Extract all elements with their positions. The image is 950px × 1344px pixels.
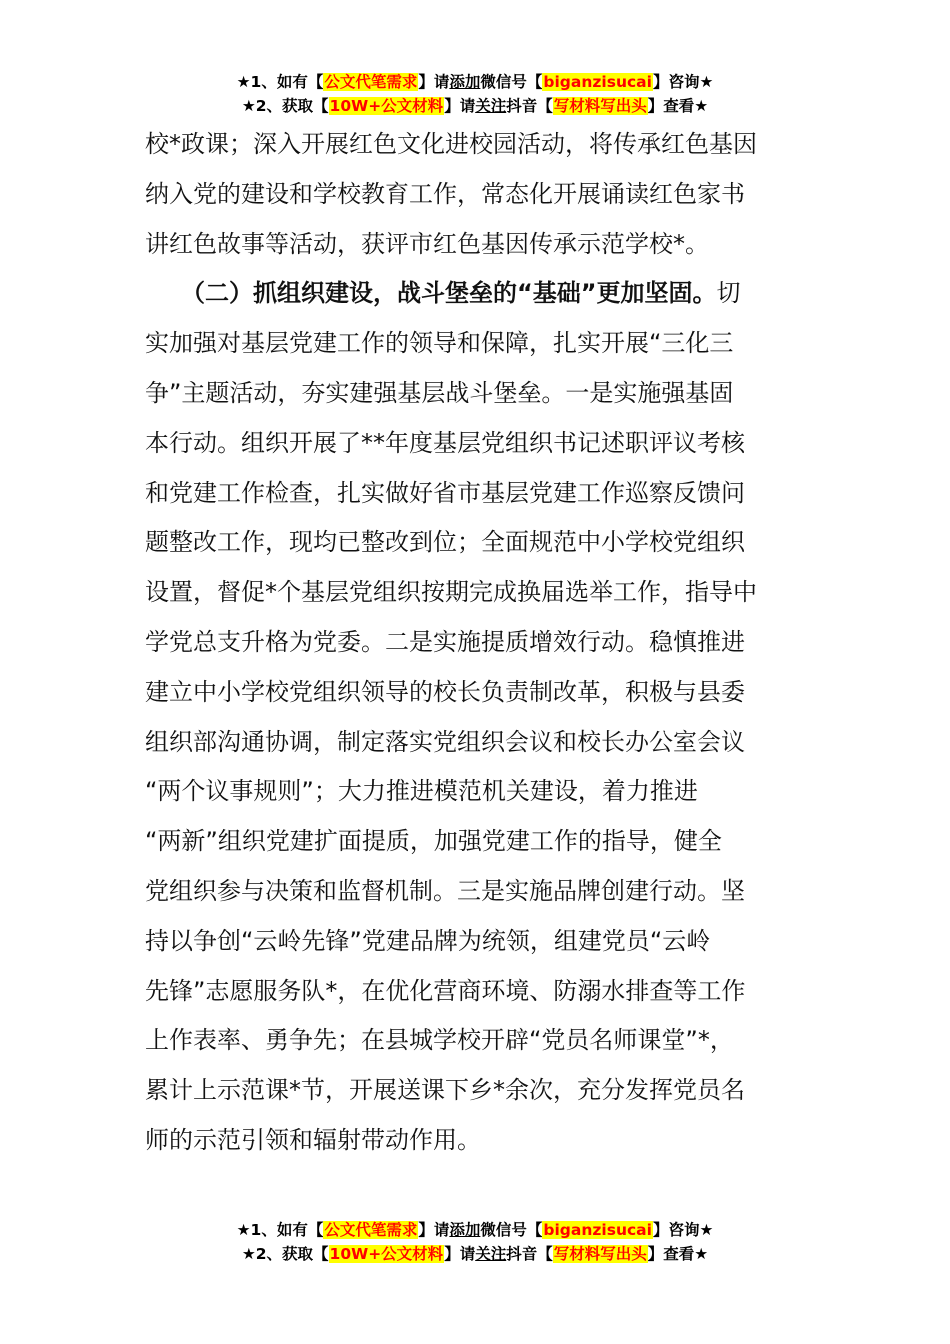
banner-text: 】请	[418, 73, 450, 91]
banner-highlight: biganzisucai	[543, 73, 652, 91]
banner-highlight: 公文代笔需求	[324, 1221, 418, 1239]
body-line: 和党建工作检查，扎实做好省市基层党建工作巡察反馈问	[145, 478, 745, 507]
body-line: “两新”组织党建扩面提质，加强党建工作的指导，健全	[145, 827, 722, 856]
banner-text: ★1、如有【	[236, 73, 324, 91]
section-heading: （二）抓组织建设，战斗堡垒的“基础”更加坚固。	[193, 279, 717, 308]
body-line: 争”主题活动，夯实建强基层战斗堡垒。一是实施强基固	[145, 378, 734, 407]
banner-highlight: 写材料写出头	[553, 1245, 647, 1263]
body-line: 上作表率、勇争先；在县城学校开辟“党员名师课堂”*，	[145, 1026, 734, 1055]
banner-highlight: 10W+公文材料	[329, 1245, 444, 1263]
banner-text: 】查看★	[647, 97, 709, 115]
body-line: 累计上示范课*节，开展送课下乡*余次，充分发挥党员名	[145, 1076, 745, 1105]
banner-highlight: biganzisucai	[543, 1221, 652, 1239]
banner-text: 】查看★	[647, 1245, 709, 1263]
banner-highlight: 写材料写出头	[553, 97, 647, 115]
banner-text: 微信号【	[480, 1221, 543, 1239]
banner-text: 】请	[418, 1221, 450, 1239]
banner-text: 抖音【	[506, 1245, 553, 1263]
banner-line-1	[0, 70, 950, 94]
banner-text: ★2、获取【	[241, 97, 329, 115]
heading-continuation: 切	[716, 279, 741, 308]
banner-line-1	[0, 1218, 950, 1242]
top-banner	[0, 70, 950, 118]
body-line: 校*政课；深入开展红色文化进校园活动，将传承红色基因	[145, 130, 757, 158]
banner-underline: 添加	[449, 1221, 481, 1239]
banner-text: 微信号【	[480, 73, 543, 91]
body-line: “两个议事规则”；大力推进模范机关建设，着力推进	[145, 777, 698, 806]
body-line: 建立中小学校党组织领导的校长负责制改革，积极与县委	[145, 677, 745, 706]
body-line: 师的示范引领和辐射带动作用。	[145, 1125, 481, 1154]
banner-text: 抖音【	[506, 97, 553, 115]
body-line: 纳入党的建设和学校教育工作，常态化开展诵读红色家书	[145, 179, 745, 208]
body-line: 组织部沟通协调，制定落实党组织会议和校长办公室会议	[145, 727, 745, 756]
banner-text: 】咨询★	[652, 73, 714, 91]
banner-line-2	[0, 1242, 950, 1266]
banner-underline: 关注	[475, 1245, 507, 1263]
banner-text: 】请	[444, 97, 476, 115]
banner-highlight: 10W+公文材料	[329, 97, 444, 115]
banner-underline: 关注	[475, 97, 507, 115]
body-line: 党组织参与决策和监督机制。三是实施品牌创建行动。坚	[145, 876, 745, 905]
body-line: 本行动。组织开展了**年度基层党组织书记述职评议考核	[145, 428, 745, 457]
body-line: 先锋”志愿服务队*，在优化营商环境、防溺水排查等工作	[145, 976, 746, 1005]
body-line: 实加强对基层党建工作的领导和保障，扎实开展“三化三	[145, 329, 734, 358]
body-line: 持以争创“云岭先锋”党建品牌为统领，组建党员“云岭	[145, 926, 711, 955]
banner-line-2	[0, 94, 950, 118]
banner-underline: 添加	[449, 73, 481, 91]
banner-text: 】请	[444, 1245, 476, 1263]
body-line: 学党总支升格为党委。二是实施提质增效行动。稳慎推进	[145, 627, 745, 656]
heading-indent	[145, 279, 193, 307]
section-heading-line	[145, 269, 815, 319]
banner-highlight: 公文代笔需求	[324, 73, 418, 91]
banner-text: ★1、如有【	[236, 1221, 324, 1239]
bottom-banner	[0, 1218, 950, 1266]
banner-text: 】咨询★	[652, 1221, 714, 1239]
body-line: 题整改工作，现均已整改到位；全面规范中小学校党组织	[145, 528, 745, 557]
body-line: 讲红色故事等活动，获评市红色基因传承示范学校*。	[145, 229, 709, 258]
body-line: 设置，督促*个基层党组织按期完成换届选举工作，指导中	[145, 578, 757, 607]
banner-text: ★2、获取【	[241, 1245, 329, 1263]
document-body	[145, 120, 815, 1166]
